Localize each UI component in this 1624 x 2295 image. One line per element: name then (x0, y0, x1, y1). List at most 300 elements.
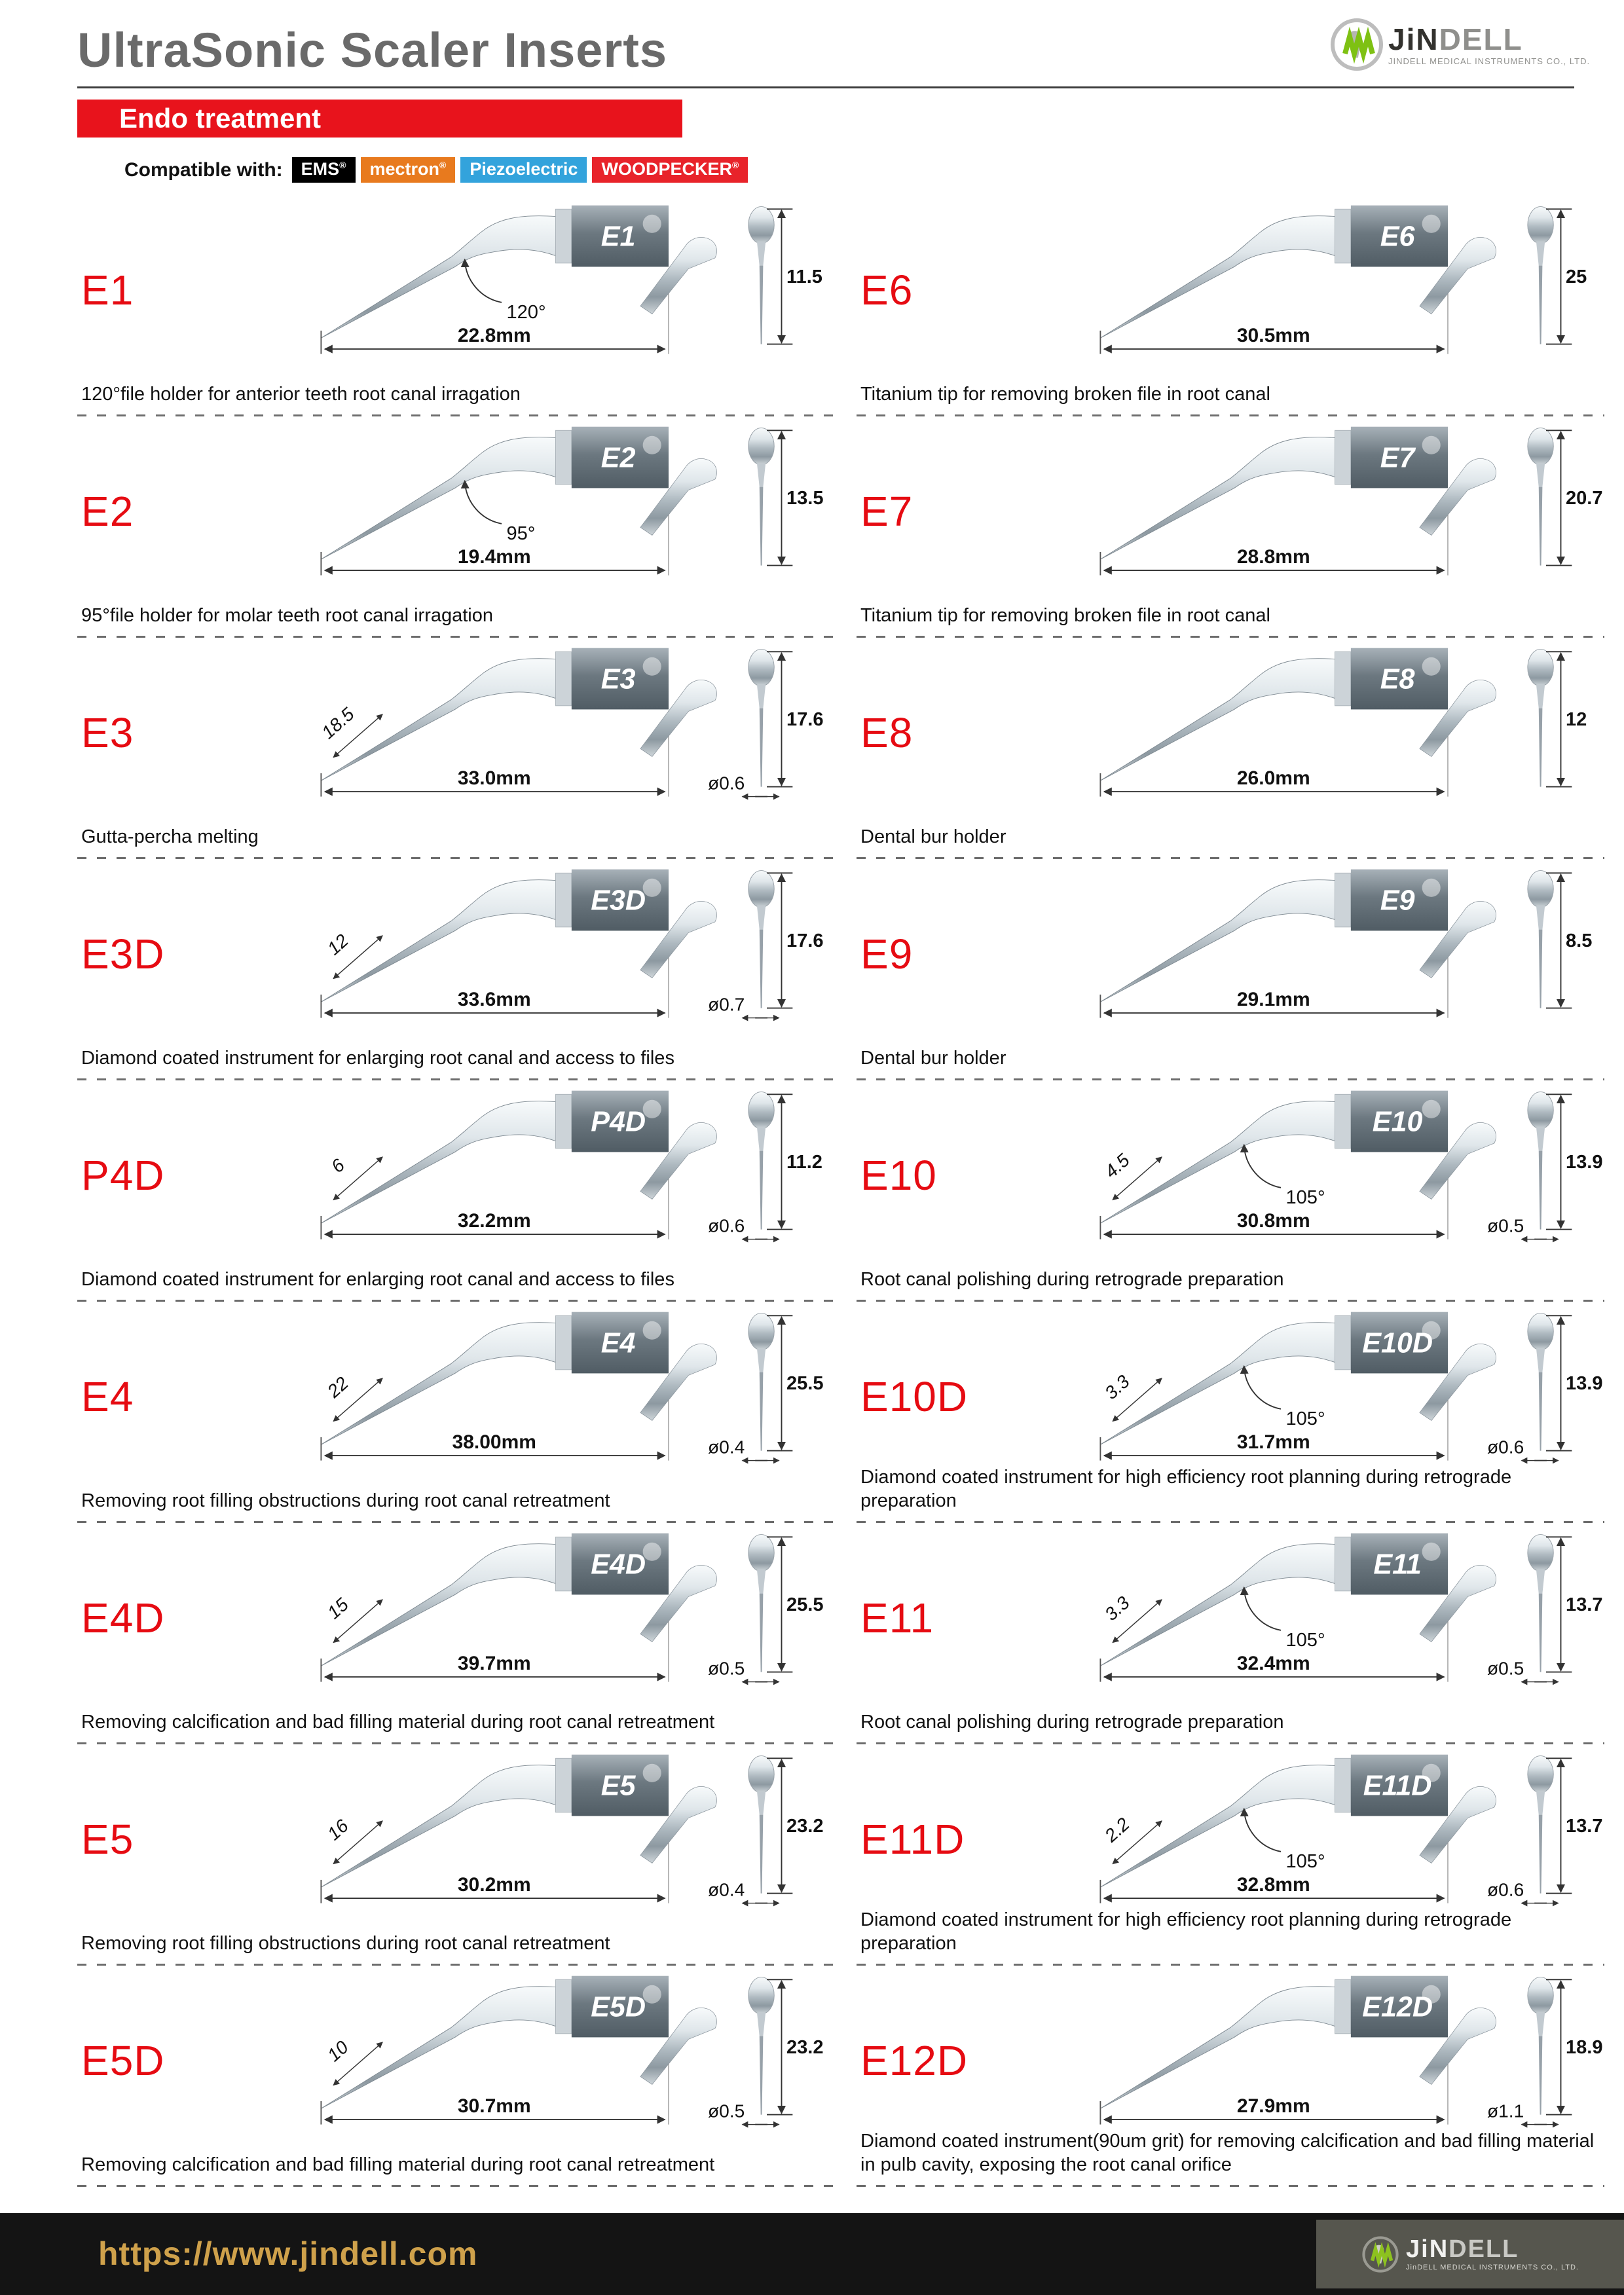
chip-code: E5D (591, 1991, 646, 2023)
length-dimension (1100, 932, 1448, 1018)
product-code: E3 (81, 709, 134, 756)
chip-code: E10D (1362, 1327, 1433, 1359)
diameter-dimension (1487, 1215, 1559, 1239)
length-label: 32.2mm (457, 1209, 531, 1232)
product-row (77, 195, 847, 416)
length-label: 30.2mm (457, 1873, 531, 1896)
chip-code: P4D (591, 1106, 646, 1138)
angle-label: 120° (506, 302, 546, 323)
insert-collar (1335, 430, 1351, 485)
insert-collar (1335, 652, 1351, 706)
length-label: 39.7mm (457, 1652, 531, 1674)
diameter-label: ø0.6 (1487, 1879, 1524, 1900)
chip-code: E11 (1373, 1549, 1422, 1581)
product-figure (187, 1527, 826, 1691)
tip-length-label: 3.3 (1101, 1370, 1134, 1404)
chip-shine-icon (1422, 657, 1441, 676)
main-view (321, 1755, 669, 1903)
height-dimension (1546, 1315, 1603, 1450)
logo-tooth-circle-icon (1329, 17, 1384, 72)
product-figure (967, 642, 1605, 805)
main-view (318, 648, 669, 797)
side-view (1528, 871, 1593, 1008)
chip-code: E12D (1362, 1991, 1433, 2023)
tip-length-label: 4.5 (1101, 1149, 1134, 1183)
product-description: Diamond coated instrument for enlarging root canal and access to files (81, 1047, 674, 1069)
diameter-dimension (1487, 1658, 1559, 1681)
product-description: Diamond coated instrument for enlarging root canal and access to files (81, 1268, 674, 1290)
product-figure (187, 420, 826, 584)
chip-shine-icon (643, 215, 661, 233)
footer-logo-subtitle: JinDELL MEDICAL INSTRUMENTS CO., LTD. (1406, 2264, 1579, 2271)
chip-shine-icon (1422, 1100, 1441, 1118)
main-view (1100, 1091, 1448, 1239)
main-view (321, 1976, 669, 2125)
insert-collar (556, 430, 572, 485)
angle-label: 105° (1285, 1187, 1325, 1209)
angle-dimension (1244, 1145, 1325, 1208)
diameter-label: ø0.5 (708, 1658, 745, 1679)
main-view (321, 1312, 669, 1461)
chip-code: E9 (1380, 885, 1415, 917)
length-label: 27.9mm (1236, 2095, 1310, 2117)
product-code: E11D (860, 1816, 965, 1863)
product-figure (967, 420, 1605, 584)
height-dimension (767, 1979, 824, 2114)
diameter-label: ø0.6 (1487, 1437, 1524, 1458)
angle-dimension (1244, 1587, 1325, 1651)
tip-length-label: 12 (323, 930, 352, 959)
product-figure (187, 1970, 826, 2133)
product-description: 95°file holder for molar teeth root canal irragation (81, 604, 493, 626)
height-label: 25 (1566, 266, 1587, 287)
length-label: 29.1mm (1236, 988, 1310, 1010)
main-view (321, 1533, 669, 1682)
product-code: E11 (860, 1594, 934, 1642)
insert-collar (1335, 1758, 1351, 1812)
product-row (857, 195, 1611, 416)
product-row (77, 1080, 847, 1302)
tip-length-label: 10 (323, 2036, 352, 2066)
product-description: Diamond coated instrument(90um grit) for removing calcification and bad filling material in pulb cavity, exposing the root canal orifice (860, 2130, 1595, 2175)
side-view (708, 1977, 824, 2125)
side-view (748, 207, 822, 344)
height-label: 17.6 (786, 708, 824, 730)
product-row (857, 1080, 1611, 1302)
height-dimension (767, 873, 824, 1008)
product-figure (967, 1527, 1605, 1691)
chip-shine-icon (643, 1321, 661, 1340)
height-label: 23.2 (786, 1815, 824, 1837)
product-row (77, 1966, 847, 2187)
header-rule (77, 86, 1574, 88)
product-description: Removing calcification and bad filling material during root canal retreatment (81, 1711, 715, 1733)
height-dimension (767, 1758, 824, 1893)
page-title: UltraSonic Scaler Inserts (77, 23, 668, 77)
side-view (708, 1535, 824, 1682)
chip-code: E3D (591, 885, 646, 917)
product-figure (967, 863, 1605, 1027)
product-column-right (857, 195, 1611, 2187)
brand-badge-piezoelectric: Piezoelectric (460, 157, 587, 183)
chip-code: E4 (600, 1327, 636, 1359)
side-view (1487, 1313, 1603, 1461)
insert-collar (556, 1758, 572, 1812)
product-row (857, 1744, 1611, 1966)
main-view (1100, 870, 1448, 1018)
length-dimension (1100, 2038, 1448, 2124)
diameter-label: ø0.7 (708, 994, 745, 1015)
product-code: E6 (860, 266, 913, 314)
angle-label: 105° (1285, 1630, 1325, 1651)
diameter-dimension (708, 1879, 779, 1903)
main-view (1100, 206, 1448, 354)
product-row (857, 416, 1611, 638)
main-view (321, 1091, 669, 1239)
product-code: E9 (860, 930, 913, 978)
tip-length-label: 18.5 (318, 703, 358, 743)
instrument-body (321, 880, 555, 1002)
height-dimension (1546, 1758, 1603, 1893)
height-dimension (767, 1315, 824, 1450)
angle-dimension (1244, 1366, 1325, 1429)
angle-label: 95° (506, 523, 536, 545)
product-figure (187, 1306, 826, 1469)
product-figure (967, 1084, 1605, 1248)
main-view (1100, 427, 1448, 576)
side-view (1487, 1756, 1603, 1903)
diameter-dimension (708, 1215, 779, 1239)
insert-collar (556, 1979, 572, 2034)
product-code: E8 (860, 709, 913, 756)
diameter-label: ø0.5 (708, 2101, 745, 2121)
chip-shine-icon (1422, 1543, 1441, 1561)
product-description: Titanium tip for removing broken file in root canal (860, 604, 1270, 626)
product-row (77, 1302, 847, 1523)
main-view (1100, 648, 1448, 797)
logo-wordmark: JiNDELL (1388, 22, 1523, 56)
insert-collar (556, 209, 572, 263)
product-code: E5 (81, 1816, 134, 1863)
product-description: 120°file holder for anterior teeth root canal irragation (81, 383, 521, 405)
product-code: E4D (81, 1594, 165, 1642)
product-figure (187, 199, 826, 363)
height-dimension (767, 1094, 822, 1229)
length-label: 22.8mm (457, 324, 531, 346)
instrument-body (321, 1101, 555, 1224)
diameter-label: ø0.5 (1487, 1215, 1524, 1236)
instrument-body (1100, 880, 1335, 1002)
insert-collar (556, 1537, 572, 1591)
product-row (77, 1523, 847, 1744)
product-code: E5D (81, 2037, 165, 2084)
angle-dimension (1244, 1808, 1325, 1872)
tip-length-label: 6 (327, 1154, 349, 1177)
brand-badge-woodpecker: WOODPECKER® (592, 157, 748, 183)
instrument-body (321, 1544, 555, 1666)
chip-shine-icon (1422, 215, 1441, 233)
tip-length-label: 15 (323, 1594, 352, 1623)
length-dimension (321, 268, 669, 354)
length-label: 30.8mm (1236, 1209, 1310, 1232)
footer-tooth-circle-icon (1361, 2235, 1399, 2273)
length-dimension (321, 1374, 669, 1460)
product-description: Diamond coated instrument for high efficiency root planning during retrograde preparation (860, 1909, 1512, 1954)
product-description: Removing root filling obstructions during root canal retreatment (81, 1932, 610, 1954)
chip-code: E8 (1380, 663, 1415, 695)
product-figure (187, 1748, 826, 1912)
height-label: 13.9 (1566, 1151, 1603, 1173)
side-view (1487, 1977, 1603, 2125)
side-view (708, 1313, 824, 1461)
tip-length-label: 16 (323, 1815, 352, 1845)
height-dimension (1546, 1979, 1603, 2114)
diameter-label: ø0.6 (708, 1215, 745, 1236)
diameter-dimension (1487, 2101, 1559, 2124)
chip-code: E6 (1380, 221, 1415, 253)
product-description: Root canal polishing during retrograde preparation (860, 1711, 1284, 1733)
product-figure (967, 1970, 1605, 2133)
insert-collar (1335, 209, 1351, 263)
diameter-dimension (708, 994, 779, 1018)
chip-code: E5 (600, 1770, 636, 1802)
side-view (708, 871, 824, 1018)
height-dimension (767, 430, 824, 565)
product-row (77, 416, 847, 638)
header-logo (1329, 17, 1590, 72)
product-description: Dental bur holder (860, 826, 1006, 847)
product-row (857, 1523, 1611, 1744)
chip-code: E1 (600, 221, 636, 253)
product-description: Root canal polishing during retrograde preparation (860, 1268, 1284, 1290)
length-label: 33.0mm (457, 767, 531, 789)
angle-dimension (465, 259, 546, 323)
height-label: 13.9 (1566, 1372, 1603, 1394)
product-code: P4D (81, 1152, 165, 1199)
length-dimension (1100, 1596, 1448, 1681)
main-view (1100, 1755, 1448, 1903)
main-view (1100, 1976, 1448, 2125)
length-label: 31.7mm (1236, 1431, 1310, 1453)
diameter-label: ø0.5 (1487, 1658, 1524, 1679)
footer-url-link[interactable]: https://www.jindell.com (98, 2235, 478, 2272)
compatible-label: Compatible with: (124, 158, 283, 181)
height-label: 13.7 (1566, 1594, 1603, 1615)
main-view (321, 206, 669, 354)
brand-badge-ems: EMS® (292, 157, 356, 183)
height-dimension (1546, 1094, 1603, 1229)
main-view (1100, 1312, 1448, 1461)
product-description: Dental bur holder (860, 1047, 1006, 1069)
product-code: E10D (860, 1373, 969, 1420)
length-dimension (321, 2038, 669, 2124)
product-row (77, 638, 847, 859)
height-dimension (1546, 430, 1603, 565)
side-view (708, 1756, 824, 1903)
product-description: Titanium tip for removing broken file in root canal (860, 383, 1270, 405)
height-dimension (767, 209, 822, 344)
side-view (1528, 428, 1603, 566)
insert-collar (1335, 1094, 1351, 1148)
height-label: 17.6 (786, 930, 824, 951)
product-description: Diamond coated instrument for high efficiency root planning during retrograde preparation (860, 1466, 1512, 1511)
insert-collar (556, 652, 572, 706)
tip-length-label: 3.3 (1101, 1592, 1134, 1625)
product-figure (187, 863, 826, 1027)
length-dimension (1100, 268, 1448, 354)
main-view (321, 870, 669, 1018)
insert-collar (556, 1094, 572, 1148)
brand-badge-mectron: mectron® (361, 157, 456, 183)
height-dimension (767, 652, 824, 786)
length-label: 33.6mm (457, 988, 531, 1010)
main-view (1100, 1533, 1448, 1682)
side-view (708, 1092, 822, 1239)
product-figure (967, 1748, 1605, 1912)
insert-collar (556, 873, 572, 927)
chip-code: E10 (1372, 1106, 1423, 1138)
height-dimension (767, 1537, 824, 1672)
insert-collar (1335, 873, 1351, 927)
length-dimension (321, 1817, 669, 1903)
side-view (1528, 207, 1587, 344)
diameter-dimension (1487, 1879, 1559, 1903)
chip-code: E7 (1380, 442, 1415, 474)
chip-shine-icon (643, 657, 661, 676)
angle-label: 105° (1285, 1408, 1325, 1430)
product-description: Removing calcification and bad filling material during root canal retreatment (81, 2154, 715, 2175)
main-view (321, 427, 669, 576)
diameter-dimension (708, 773, 779, 796)
length-label: 19.4mm (457, 545, 531, 568)
insert-collar (1335, 1979, 1351, 2034)
side-view (1487, 1535, 1603, 1682)
length-dimension (321, 489, 669, 575)
product-code: E7 (860, 488, 913, 535)
instrument-body (321, 1765, 555, 1888)
logo-subtitle: JINDELL MEDICAL INSTRUMENTS CO., LTD. (1388, 56, 1591, 66)
chip-shine-icon (1422, 879, 1441, 897)
product-description: Gutta-percha melting (81, 826, 259, 847)
diameter-label: ø0.4 (708, 1437, 745, 1458)
footer-logo (1316, 2220, 1624, 2288)
height-label: 13.7 (1566, 1815, 1603, 1837)
product-row (77, 1744, 847, 1966)
product-code: E4 (81, 1373, 134, 1420)
product-code: E2 (81, 488, 134, 535)
length-label: 32.8mm (1236, 1873, 1310, 1896)
product-row (77, 859, 847, 1080)
side-view (748, 428, 824, 566)
height-label: 12 (1566, 708, 1587, 730)
length-dimension (321, 1153, 669, 1239)
diameter-label: ø0.4 (708, 1879, 745, 1900)
angle-label: 105° (1285, 1851, 1325, 1873)
compatibility-row (124, 157, 748, 183)
footer-wordmark: JiNDELL (1406, 2235, 1519, 2263)
length-label: 28.8mm (1236, 545, 1310, 568)
product-figure (187, 1084, 826, 1248)
chip-shine-icon (643, 1764, 661, 1782)
length-label: 26.0mm (1236, 767, 1310, 789)
product-code: E1 (81, 266, 134, 314)
product-row (857, 1302, 1611, 1523)
instrument-body (321, 1323, 555, 1445)
chip-shine-icon (1422, 436, 1441, 454)
product-code: E3D (81, 930, 165, 978)
instrument-body (1100, 659, 1335, 781)
height-label: 11.2 (786, 1151, 822, 1173)
section-banner: Endo treatment (77, 100, 682, 138)
length-dimension (321, 710, 669, 796)
diameter-dimension (708, 2101, 779, 2124)
length-dimension (321, 932, 669, 1018)
height-label: 23.2 (786, 2036, 824, 2058)
chip-code: E2 (600, 442, 636, 474)
instrument-body (1100, 1987, 1335, 2109)
product-code: E10 (860, 1152, 937, 1199)
length-dimension (1100, 1374, 1448, 1460)
tip-length-label: 2.2 (1101, 1813, 1134, 1846)
instrument-body (1100, 216, 1335, 339)
product-row (857, 638, 1611, 859)
height-label: 13.5 (786, 487, 824, 509)
instrument-body (1100, 437, 1335, 560)
height-label: 25.5 (786, 1594, 824, 1615)
product-figure (187, 642, 826, 805)
product-row (857, 1966, 1611, 2187)
chip-shine-icon (643, 436, 661, 454)
length-label: 30.5mm (1236, 324, 1310, 346)
instrument-body (321, 1987, 555, 2109)
tip-length-label: 22 (323, 1372, 352, 1402)
chip-code: E4D (591, 1549, 646, 1581)
product-description: Removing root filling obstructions during root canal retreatment (81, 1490, 610, 1511)
product-code: E12D (860, 2037, 969, 2084)
insert-collar (556, 1315, 572, 1370)
side-view (708, 650, 824, 797)
product-figure (967, 1306, 1605, 1469)
product-row (857, 859, 1611, 1080)
insert-collar (1335, 1315, 1351, 1370)
height-label: 20.7 (1566, 487, 1603, 509)
length-label: 32.4mm (1236, 1652, 1310, 1674)
length-dimension (321, 1596, 669, 1681)
diameter-dimension (708, 1658, 779, 1681)
side-view (1528, 650, 1587, 787)
product-column-left (77, 195, 847, 2187)
height-label: 25.5 (786, 1372, 824, 1394)
length-dimension (1100, 489, 1448, 575)
length-label: 38.00mm (452, 1431, 536, 1453)
length-dimension (1100, 1153, 1448, 1239)
side-view (1487, 1092, 1603, 1239)
height-label: 11.5 (786, 266, 822, 287)
insert-collar (1335, 1537, 1351, 1591)
height-label: 8.5 (1566, 930, 1593, 951)
chip-code: E3 (600, 663, 636, 695)
length-dimension (1100, 1817, 1448, 1903)
height-dimension (1546, 1537, 1603, 1672)
diameter-dimension (1487, 1437, 1559, 1460)
length-label: 30.7mm (457, 2095, 531, 2117)
chip-code: E11D (1363, 1770, 1432, 1802)
diameter-dimension (708, 1437, 779, 1460)
product-figure (967, 199, 1605, 363)
diameter-label: ø0.6 (708, 773, 745, 794)
diameter-label: ø1.1 (1487, 2101, 1524, 2121)
length-dimension (1100, 710, 1448, 796)
